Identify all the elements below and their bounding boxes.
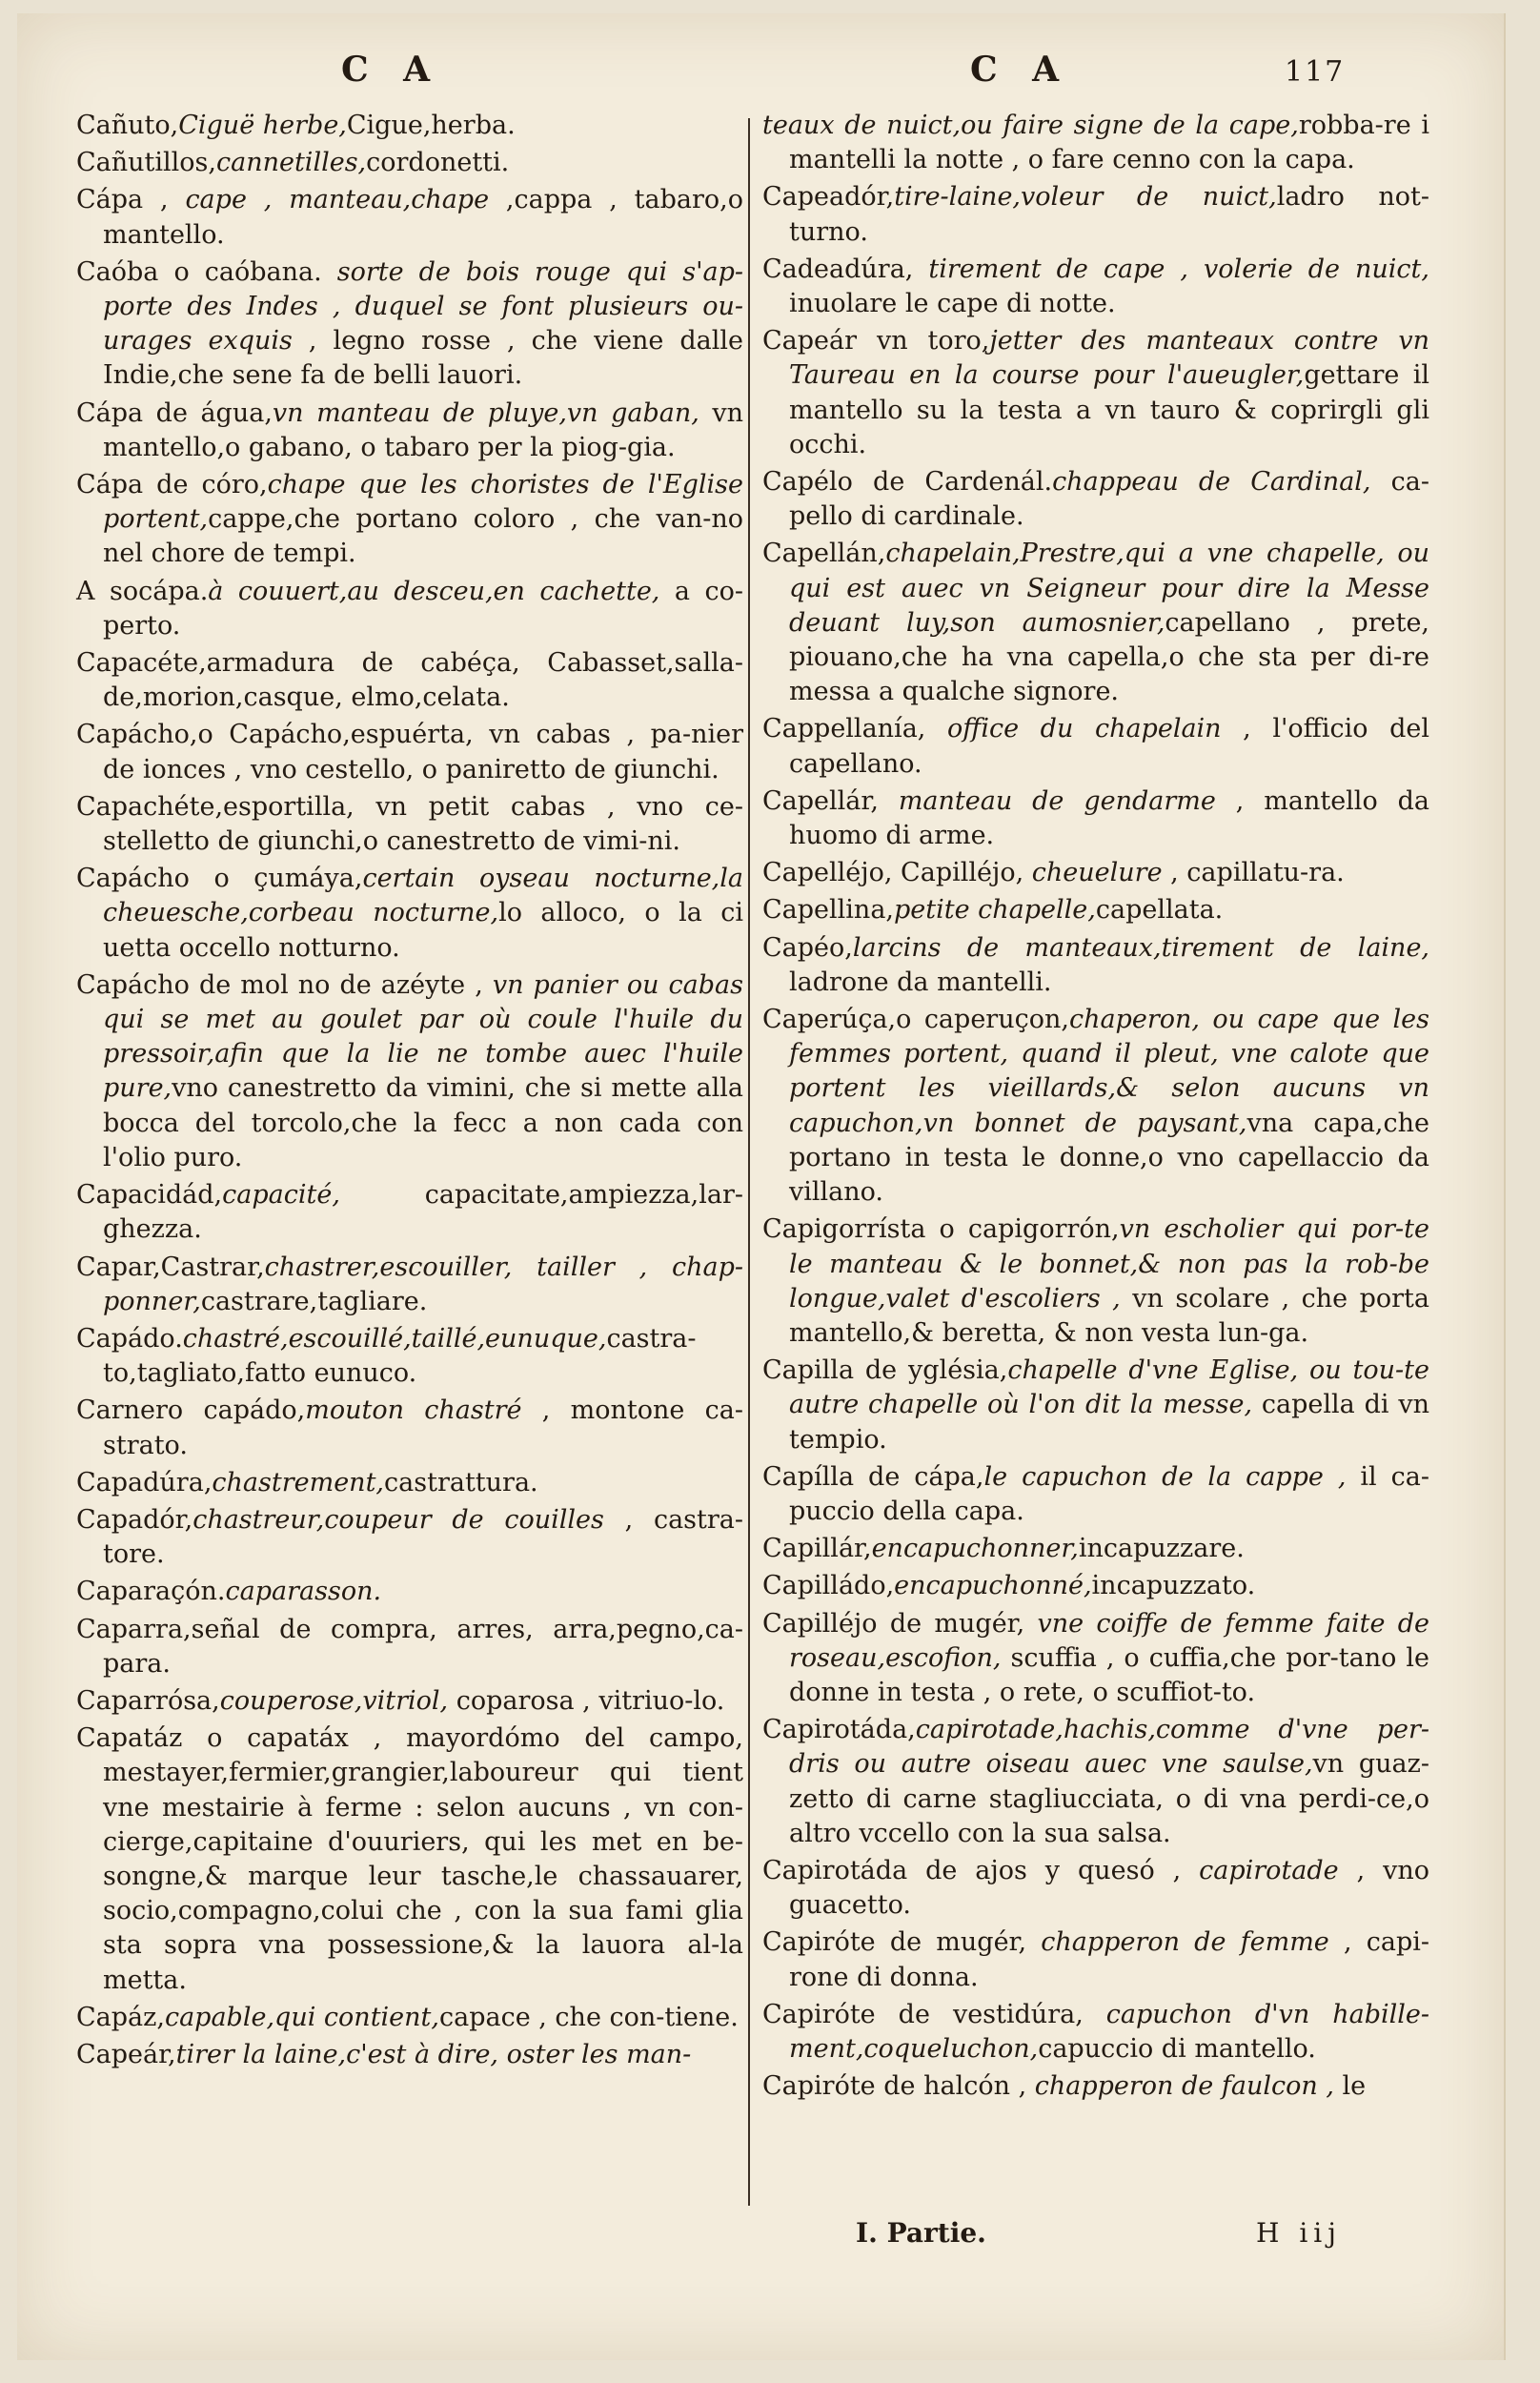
dictionary-entry	[76, 2038, 743, 2072]
entry-french: encapuchonné,	[894, 1571, 1092, 1601]
entry-headword: Capilládo,	[762, 1571, 895, 1601]
entry-french: chaperon, ou cape que les femmes portent, quand il pleut, vne calote que portent les vieillards,& selon aucuns vn capuchon,vn bonnet de paysant,	[789, 1005, 1429, 1138]
entry-italian: , l'officio del capellano.	[789, 714, 1429, 779]
dictionary-entry	[76, 646, 743, 715]
dictionary-entry	[762, 1532, 1429, 1566]
entry-italian: ,cappa , tabaro,o mantello.	[103, 185, 744, 250]
entry-headword: Cápa ,	[76, 185, 186, 215]
entry-french: Ciguë herbe,	[178, 111, 347, 140]
entry-headword: A socápa.	[76, 576, 209, 606]
entry-italian: , capi-rone di donna.	[789, 1927, 1429, 1992]
entry-french: vn manteau de pluye,vn gaban,	[272, 397, 699, 428]
dictionary-entry	[76, 109, 743, 143]
dictionary-entry	[76, 718, 743, 786]
entry-french: chastré,escouillé,taillé,eunuque,	[182, 1323, 607, 1354]
entry-italian: ca-pello di cardinale.	[789, 467, 1429, 532]
entry-headword: Capirotáda de ajos y quesó ,	[762, 1855, 1200, 1885]
entry-italian: capellata.	[1095, 895, 1224, 926]
dictionary-entry	[76, 1613, 743, 1681]
dictionary-entry	[762, 180, 1429, 249]
entry-headword: Capacéte,	[76, 648, 207, 679]
footer-part: I. Partie.	[856, 2217, 986, 2249]
entry-italian: ladrone da mantelli.	[789, 967, 1052, 997]
entry-italian: castrare,tagliare.	[200, 1286, 428, 1316]
entry-french: chastreur,coupeur de couilles	[192, 1504, 604, 1535]
entry-french: capacité,	[222, 1180, 340, 1211]
dictionary-entry	[762, 1998, 1429, 2067]
entry-headword: Capacidád,	[76, 1180, 223, 1211]
entry-french: capable,qui contient,	[164, 2002, 439, 2032]
entry-headword: Cappellanía,	[762, 714, 947, 744]
entry-italian: coparosa , vitriuo-lo.	[448, 1685, 725, 1716]
footer-signature: H iij	[1256, 2217, 1342, 2249]
dictionary-entry	[762, 1003, 1429, 1210]
entry-french: chapperon de faulcon ,	[1034, 2071, 1334, 2102]
entry-french: chastrer,escouiller, tailler , chap-ponner,	[103, 1252, 743, 1316]
entry-french: caparasson.	[225, 1577, 382, 1607]
entry-headword: Capílla de cápa,	[762, 1461, 984, 1492]
entry-headword: Capilléjo de mugér,	[762, 1608, 1038, 1639]
entry-italian: espuérta, vn cabas , pa-nier de ionces , vno cestello, o paniretto de giunchi.	[103, 720, 743, 784]
entry-italian: gettare il mantello su la testa a vn tauro & coprirgli gli occhi.	[789, 360, 1429, 459]
entry-headword: Cadeadúra,	[762, 254, 929, 284]
entry-italian: vn guaz-zetto di carne stagliucciata, o di vna perdi-ce,o altro vccello con la sua salsa.	[789, 1749, 1430, 1848]
entry-french: cape , manteau,chape	[185, 185, 490, 215]
entry-french: cheuelure	[1031, 858, 1163, 888]
entry-italian: vno canestretto da vimini, che si mette alla bocca del torcolo,che la fecc a non cada con l'olio puro.	[103, 1073, 743, 1172]
dictionary-entry	[762, 1212, 1429, 1351]
dictionary-entry	[762, 1854, 1429, 1923]
entry-headword: Capillár,	[762, 1534, 872, 1564]
dictionary-entry	[762, 1925, 1429, 1994]
dictionary-entry	[76, 968, 743, 1175]
entry-french: petite chapelle,	[894, 895, 1096, 926]
entry-italian: le	[1333, 2071, 1367, 2102]
entry-italian: il ca-puccio della capa.	[789, 1461, 1430, 1526]
entry-italian: vn scolare , che porta mantello,& beretta, & non vesta lun-ga.	[789, 1283, 1430, 1348]
dictionary-entry	[762, 324, 1429, 462]
dictionary-entry	[762, 465, 1429, 534]
dictionary-entry	[76, 1503, 743, 1572]
entry-french: chapperon de femme	[1041, 1927, 1329, 1958]
entry-french: chape que les choristes de l'Eglise portent,	[103, 470, 744, 535]
entry-italian: incapuzzato.	[1091, 1571, 1256, 1601]
entry-italian: , capillatu-ra.	[1162, 858, 1345, 888]
column-divider	[748, 118, 750, 2206]
dictionary-entry	[76, 146, 743, 180]
dictionary-entry	[76, 790, 743, 859]
dictionary-entry	[76, 255, 743, 394]
dictionary-entry	[762, 537, 1429, 709]
entry-headword: Capáz,	[76, 2002, 165, 2032]
entry-headword: Capácho o çumáya,	[76, 864, 363, 894]
entry-french: capirotade	[1199, 1855, 1339, 1885]
entry-headword: Capeadór,	[762, 182, 895, 213]
entry-headword: Capeár vn toro,	[762, 326, 990, 356]
entry-french: certain oyseau nocturne,la cheuesche,corbeau nocturne,	[103, 864, 743, 928]
entry-french: chappeau de Cardinal,	[1052, 467, 1371, 498]
entry-headword: Capellán,	[762, 539, 886, 569]
entry-italian: castrattura.	[384, 1467, 538, 1497]
entry-headword: Capéo,	[762, 932, 853, 963]
entry-french: jetter des manteaux contre vn Taureau en la course pour l'aueugler,	[789, 326, 1429, 391]
entry-headword: Capatáz o capatáx ,	[76, 1723, 407, 1754]
entry-headword: Capigorrísta o capigorrón,	[762, 1214, 1120, 1245]
entry-headword: Caóba o caóbana.	[76, 256, 337, 287]
dictionary-entry	[762, 1569, 1429, 1603]
entry-french: cannetilles,	[215, 148, 367, 178]
entry-headword: Capilla de yglésia,	[762, 1355, 1008, 1386]
entry-french: sorte de bois rouge qui s'ap-porte des Indes , duquel se font plusieurs ou-urages exquis	[103, 256, 743, 356]
entry-headword: Caparrósa,	[76, 1685, 220, 1716]
entry-french: chapelain,Prestre,qui a vne chapelle, ou qui est auec vn Seigneur pour dire la Messe deuant luy,son aumosnier,	[789, 539, 1429, 638]
entry-headword: Capar,Castrar,	[76, 1252, 265, 1282]
entry-headword: Capirotáda,	[762, 1715, 916, 1745]
entry-italian: lo alloco, o la ci uetta occello notturno.	[103, 898, 743, 963]
entry-headword: Cañuto,	[76, 111, 179, 140]
entry-italian: vn mantello,o gabano, o tabaro per la piog-gia.	[103, 397, 743, 462]
dictionary-entry	[762, 856, 1429, 890]
entry-italian: robba-re i mantelli la notte , o fare cenno con la capa.	[789, 111, 1429, 175]
entry-italian: , castra-tore.	[103, 1504, 743, 1570]
entry-italian: scuffia , o cuffia,che por-tano le donne in testa , o rete, o scuffiot-to.	[789, 1642, 1429, 1707]
dictionary-entry	[762, 712, 1429, 781]
entry-headword: Capellár,	[762, 785, 899, 816]
entry-italian: capuccio di mantello.	[1038, 2033, 1316, 2064]
dictionary-entry	[76, 575, 743, 643]
entry-italian: vna capa,che portano in testa le donne,o vno capellaccio da villano.	[789, 1108, 1430, 1208]
entry-french: tirer la laine,c'est à dire, oster les man-	[175, 2039, 692, 2069]
entry-french: vn panier ou cabas qui se met au goulet par où coule l'huile du pressoir,afin que la lie ne tombe auec l'huile pure,	[103, 969, 744, 1104]
entry-headword: Cápa de córo,	[76, 470, 268, 500]
dictionary-entry	[762, 253, 1429, 321]
entry-french: tire-laine,voleur de nuict,	[894, 182, 1277, 213]
dictionary-entry	[762, 1460, 1429, 1529]
entry-french: manteau de gendarme	[898, 785, 1216, 816]
dictionary-page	[17, 13, 1506, 2360]
entry-french: vne coiffe de femme faite de roseau,escofion,	[789, 1608, 1429, 1673]
right-column	[762, 109, 1429, 2107]
entry-italian: , mantello da huomo di arme.	[789, 785, 1429, 851]
dictionary-entry	[76, 1466, 743, 1500]
entry-headword: Capachéte,	[76, 791, 224, 822]
entry-headword: Capiróte de vestidúra,	[762, 1999, 1106, 2029]
entry-headword: Caperúça,o caperuçon,	[762, 1005, 1069, 1035]
dictionary-entry	[76, 2001, 743, 2035]
entry-french: couperose,vitriol,	[219, 1685, 449, 1716]
entry-italian: armadura de cabéça, Cabasset,salla-de,morion,casque, elmo,celata.	[103, 648, 743, 713]
dictionary-entry	[762, 1354, 1429, 1457]
entry-french: chapelle d'vne Eglise, ou tou-te autre chapelle où l'on dit la messe,	[789, 1355, 1429, 1420]
entry-headword: Cápa de água,	[76, 397, 273, 428]
entry-french: le capuchon de la cappe ,	[983, 1461, 1347, 1492]
dictionary-entry	[76, 397, 743, 465]
entry-italian: capacitate,ampiezza,lar-ghezza.	[103, 1180, 743, 1245]
entry-italian: ladro not-turno.	[789, 182, 1429, 247]
entry-headword: Carnero capádo,	[76, 1395, 306, 1426]
dictionary-entry	[76, 1251, 743, 1319]
dictionary-entry	[76, 1394, 743, 1462]
entry-french: vn escholier qui por-te le manteau & le bonnet,& non pas la rob-be longue,valet d'escoliers ,	[789, 1214, 1429, 1314]
dictionary-entry	[76, 183, 743, 252]
entry-headword: Cañutillos,	[76, 148, 216, 178]
entry-french: à couuert,au desceu,en cachette,	[208, 576, 660, 606]
dictionary-entry	[762, 1607, 1429, 1711]
dictionary-entry	[762, 893, 1429, 927]
entry-headword: Capelléjo, Capilléjo,	[762, 858, 1032, 888]
dictionary-entry	[76, 1721, 743, 1998]
dictionary-entry	[762, 1713, 1429, 1851]
entry-headword: Capadúra,	[76, 1467, 213, 1497]
entry-italian: esportilla, vn petit cabas , vno ce-stelletto de giunchi,o canestretto de vimi-ni.	[103, 791, 743, 857]
dictionary-entry	[762, 2069, 1429, 2104]
entry-headword: Capadór,	[76, 1504, 193, 1535]
entry-headword: Capeár,	[76, 2039, 176, 2069]
dictionary-entry	[762, 784, 1429, 853]
running-head-left: C A	[341, 50, 442, 90]
dictionary-entry	[762, 931, 1429, 1000]
dictionary-entry	[76, 1575, 743, 1609]
entry-italian: , montone ca-strato.	[103, 1395, 743, 1460]
entry-headword: Capiróte de halcón ,	[762, 2071, 1035, 2102]
entry-french: chastrement,	[212, 1467, 385, 1497]
entry-italian: castra-to,tagliato,fatto eunuco.	[103, 1323, 697, 1389]
dictionary-entry	[76, 1684, 743, 1719]
entry-french: teaux de nuict,ou faire signe de la cape,	[762, 111, 1299, 140]
entry-headword: Capádo.	[76, 1323, 183, 1354]
entry-italian: señal de compra, arres, arra,pegno,ca-para.	[103, 1614, 743, 1679]
entry-headword: Capácho de mol no de azéyte ,	[76, 969, 493, 1000]
entry-italian: capace , che con-tiene.	[438, 2002, 739, 2032]
entry-french: capirotade,hachis,comme d'vne per-dris ou autre oiseau auec vne saulse,	[789, 1715, 1429, 1780]
entry-headword: Caparaçón.	[76, 1577, 226, 1607]
entry-headword: Capiróte de mugér,	[762, 1927, 1042, 1958]
entry-italian: capellano , prete, piouano,che ha vna capella,o che sta per di-re messa a qualche signore.	[789, 607, 1430, 707]
entry-italian: incapuzzare.	[1078, 1534, 1245, 1564]
entry-headword: Caparra,	[76, 1614, 192, 1644]
entry-french: tirement de cape , volerie de nuict,	[928, 254, 1429, 284]
entry-italian: capella di vn tempio.	[789, 1390, 1429, 1455]
entry-french: encapuchonner,	[871, 1534, 1079, 1564]
dictionary-entry	[76, 1322, 743, 1391]
entry-headword: Capellina,	[762, 895, 894, 926]
entry-headword: Capácho,o Capácho,	[76, 720, 351, 750]
running-head-right: C A	[970, 50, 1071, 90]
entry-italian: inuolare le cape di notte.	[789, 289, 1116, 319]
entry-italian: mayordómo del campo, mestayer,fermier,grangier,laboureur qui tient vne mestairie à ferme : selon aucuns , vn con-cierge,capitaine d'ouuriers, qui les met en be-songne,& marque leur tasche,le chassauarer, socio,compagno,colui che , con la sua fami glia sta sopra vna possessione,& la lauora al-la metta.	[103, 1723, 743, 1995]
entry-french: larcins de manteaux,tirement de laine,	[852, 932, 1429, 963]
dictionary-entry	[76, 862, 743, 966]
dictionary-entry	[76, 468, 743, 572]
entry-french: capuchon d'vn habille-ment,coqueluchon,	[789, 1999, 1429, 2064]
entry-french: office du chapelain	[946, 714, 1222, 744]
entry-italian: cappe,che portano coloro , che van-no nel chore de tempi.	[103, 504, 743, 569]
entry-italian: , vno guacetto.	[789, 1855, 1429, 1921]
left-column	[76, 109, 743, 2075]
dictionary-entry	[76, 1178, 743, 1247]
entry-italian: cordonetti.	[366, 148, 510, 178]
entry-italian: , legno rosse , che viene dalle Indie,che sene fa de belli lauori.	[103, 326, 743, 391]
page-number: 117	[1285, 55, 1346, 89]
entry-french: mouton chastré	[305, 1395, 522, 1426]
entry-headword: Capélo de Cardenál.	[762, 467, 1053, 498]
entry-italian: a co-perto.	[103, 576, 743, 641]
dictionary-entry	[762, 109, 1429, 177]
entry-italian: Cigue,herba.	[346, 111, 516, 140]
